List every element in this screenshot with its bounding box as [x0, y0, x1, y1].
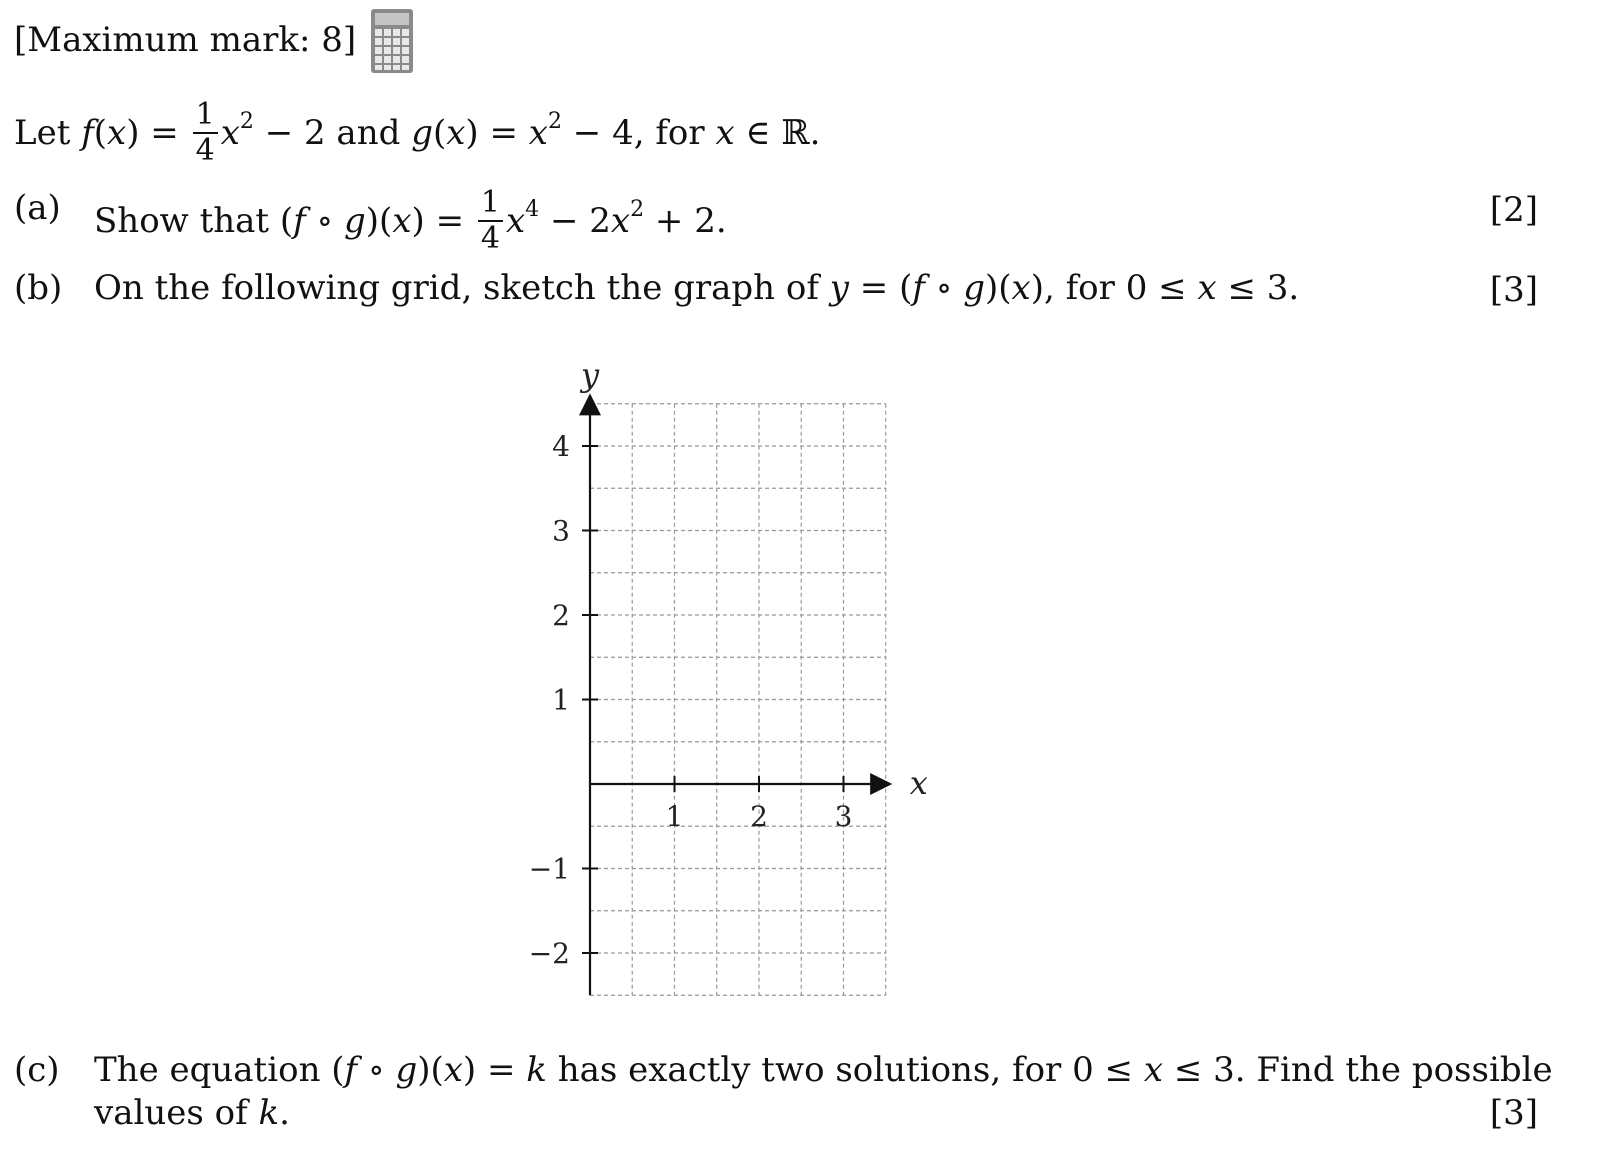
y-tick-label: 3	[552, 514, 570, 548]
part-a-frac-den: 4	[480, 221, 500, 256]
part-a-xpart: )(	[365, 201, 393, 241]
part-b-for: ), for 0 ≤	[1030, 268, 1198, 308]
intro-gx: x	[446, 113, 466, 153]
part-c-eq: ) =	[462, 1050, 527, 1090]
y-tick-label: −1	[528, 852, 570, 886]
part-a-show-that: Show that (	[94, 201, 294, 241]
part-c-line2-end: .	[279, 1093, 290, 1133]
part-b-x2: x	[1197, 268, 1217, 308]
part-c-line2	[94, 1093, 290, 1133]
part-c-g: g	[395, 1050, 418, 1090]
intro-frac-den: 4	[195, 133, 215, 168]
part-c-x2: x	[1143, 1050, 1164, 1090]
part-a-mark: [2]	[1489, 190, 1538, 230]
part-c-line2-pre: values of	[94, 1093, 259, 1133]
intro-x-sq-base: x	[220, 113, 240, 153]
part-c-f: f	[344, 1050, 358, 1090]
part-a-rest: − 2	[539, 201, 611, 241]
part-b-x: x	[1011, 268, 1031, 308]
x-axis-label: x	[909, 764, 928, 802]
intro-let: Let	[14, 113, 71, 153]
part-a-end: + 2.	[644, 201, 727, 241]
y-axis-label: y	[580, 355, 600, 394]
intro-g-eq: =	[478, 113, 529, 153]
intro-statement: Let f(x) = $\frac{1}{4}$ $x^2 - 2$ and $g(x) = x^2 - 4$, for x ∈ ℝ.	[14, 97, 821, 168]
part-b-pre: On the following grid, sketch the graph of	[94, 268, 830, 308]
part-c-post: has exactly two solutions, for 0 ≤	[546, 1050, 1144, 1090]
intro-sq: 2	[239, 108, 254, 134]
part-a-eq: ) =	[411, 201, 475, 241]
maximum-mark: [Maximum mark: 8]	[14, 20, 357, 60]
intro-x: x	[107, 113, 127, 153]
part-c-x: x	[443, 1050, 463, 1090]
part-b-close: )(	[985, 268, 1012, 308]
part-c-mid: )(	[417, 1050, 444, 1090]
x-tick-label: 2	[750, 800, 768, 833]
y-tick-label: −2	[528, 937, 570, 970]
intro-f: f	[81, 113, 94, 153]
x-tick-label: 3	[834, 800, 853, 833]
sketch-grid[interactable]	[510, 350, 950, 1010]
calculator-icon	[370, 8, 414, 78]
part-a-text	[94, 185, 727, 258]
part-a-x: x	[392, 201, 412, 241]
part-b-end: ≤ 3.	[1216, 268, 1300, 308]
intro-tail: − 4, for	[561, 113, 716, 153]
part-c-circ: ∘	[357, 1050, 396, 1090]
intro-x2: x	[528, 113, 548, 153]
part-c-pre: The equation (	[94, 1050, 345, 1090]
part-c-line1	[94, 1050, 1553, 1090]
grid-svg[interactable]	[510, 350, 950, 1010]
part-a-g: g	[344, 201, 366, 241]
part-c-end: ≤ 3. Find the possible	[1163, 1050, 1553, 1090]
part-a-pow2: 2	[630, 196, 645, 222]
part-b-label: (b)	[14, 268, 63, 308]
part-b-g: g	[963, 268, 985, 308]
x-tick-label: 1	[665, 800, 684, 833]
part-a-x4: x	[505, 201, 526, 241]
part-b-text	[94, 268, 1299, 308]
part-a-f: f	[293, 201, 306, 241]
part-a-frac-num: 1	[478, 186, 503, 222]
intro-minus-two: − 2 and	[253, 113, 412, 153]
intro-frac-num: 1	[193, 98, 218, 134]
part-b-f: f	[912, 268, 925, 308]
part-b-y: y	[829, 268, 849, 308]
part-a-fraction	[478, 186, 503, 256]
part-c-k: k	[526, 1050, 547, 1090]
intro-in-r: ∈ ℝ.	[734, 113, 821, 153]
part-c-mark: [3]	[1489, 1093, 1538, 1133]
part-a-pow4: 4	[525, 196, 540, 222]
intro-g: g	[411, 113, 433, 153]
part-a-x2: x	[610, 201, 631, 241]
part-c-label: (c)	[14, 1050, 60, 1090]
y-tick-label: 1	[552, 683, 570, 717]
part-b-mark: [3]	[1489, 270, 1538, 310]
part-b-circ: ∘	[924, 268, 964, 308]
intro-sq2: 2	[547, 108, 562, 134]
intro-fraction	[193, 98, 218, 168]
part-b-eq: = (	[848, 268, 913, 308]
part-a-label: (a)	[14, 188, 61, 228]
part-c-k2: k	[258, 1093, 280, 1133]
part-a-circ: ∘	[305, 201, 345, 241]
y-tick-label: 4	[552, 430, 570, 463]
y-tick-label: 2	[552, 599, 570, 632]
intro-x-in: x	[715, 113, 735, 153]
